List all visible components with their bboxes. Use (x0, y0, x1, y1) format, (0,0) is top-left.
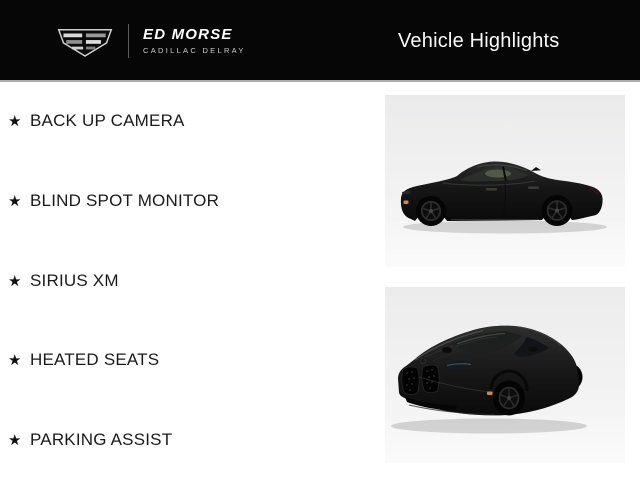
cadillac-crest-icon (55, 22, 115, 60)
brand-divider (128, 24, 129, 58)
feature-item (8, 269, 119, 293)
vehicle-photo-front-quarter (385, 287, 625, 463)
feature-label: SIRIUS XM (30, 271, 119, 290)
feature-label: HEATED SEATS (30, 350, 160, 369)
dealer-name: ED MORSE (143, 25, 233, 43)
dealer-subtitle: CADILLAC DELRAY (143, 46, 246, 56)
feature-label: PARKING ASSIST (30, 430, 173, 449)
star-icon: ★ (8, 273, 22, 290)
star-icon: ★ (8, 352, 22, 369)
dealer-text (143, 27, 246, 56)
feature-item (8, 189, 219, 213)
feature-label: BLIND SPOT MONITOR (30, 191, 220, 210)
star-icon: ★ (8, 432, 22, 449)
feature-label: BACK UP CAMERA (30, 111, 185, 130)
header-bar (0, 0, 640, 82)
vehicle-photo-side (385, 95, 625, 267)
page-title: Vehicle Highlights (398, 29, 560, 52)
feature-item (8, 348, 159, 372)
feature-item (8, 109, 185, 133)
dealer-brand (55, 0, 246, 82)
feature-item (8, 428, 172, 452)
star-icon: ★ (8, 113, 22, 130)
star-icon: ★ (8, 193, 22, 210)
